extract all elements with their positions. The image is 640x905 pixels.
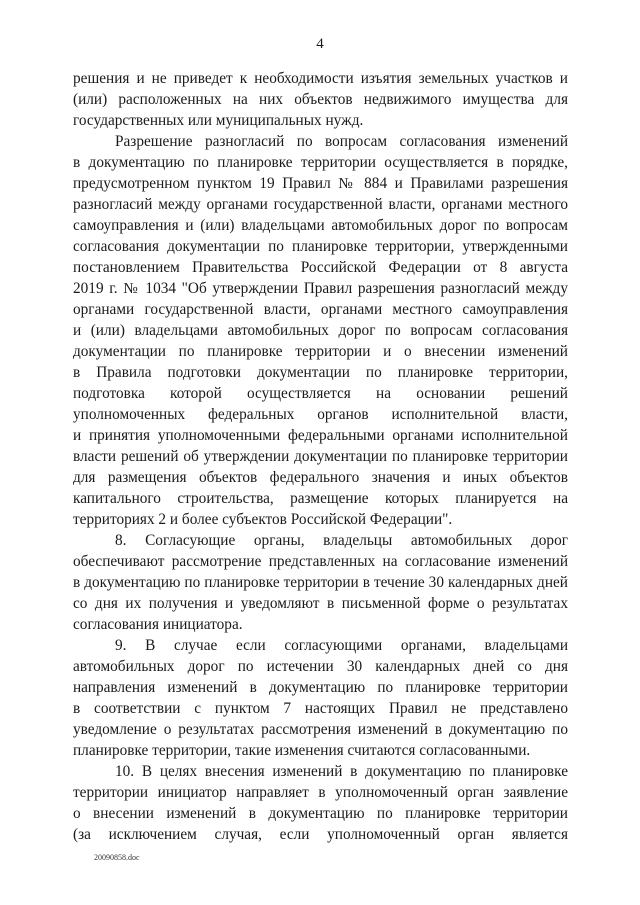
text-line: обеспечивают рассмотрение представленных на согласование изменений: [73, 553, 568, 570]
text-line: уполномоченных федеральных органов исполнительной власти,: [73, 406, 568, 423]
text-line: предусмотренном пунктом 19 Правил № 884 и Правилами разрешения: [73, 175, 568, 192]
text-line: государственных или муниципальных нужд.: [73, 112, 364, 129]
text-line: 9. В случае если согласующими органами, владельцами: [115, 637, 568, 654]
text-line: для размещения объектов федерального значения и иных объектов: [73, 469, 568, 486]
text-line: направления изменений в документацию по планировке территории: [73, 679, 568, 696]
text-line: в документацию по планировке территории в течение 30 календарных дней: [73, 574, 568, 591]
text-line: и (или) владельцами автомобильных дорог по вопросам согласования: [73, 322, 568, 339]
text-line: власти решений об утверждении документации по планировке территории: [73, 448, 568, 465]
text-line: в Правила подготовки документации по планировке территории,: [73, 364, 568, 381]
text-line: (за исключением случая, если уполномоченный орган является: [73, 826, 568, 843]
text-line: 8. Согласующие органы, владельцы автомобильных дорог: [115, 532, 568, 549]
text-line: планировке территории, такие изменения считаются согласованными.: [73, 742, 531, 759]
text-line: органами государственной власти, органами местного самоуправления: [73, 301, 568, 318]
footer-filename: 20090858.doc: [94, 853, 140, 862]
text-line: согласования инициатора.: [73, 616, 243, 633]
text-line: и принятия уполномоченными федеральными органами исполнительной: [73, 427, 568, 444]
page-number: 4: [316, 36, 324, 52]
text-line: 2019 г. № 1034 "Об утверждении Правил разрешения разногласий между: [73, 280, 568, 297]
text-line: Разрешение разногласий по вопросам согласования изменений: [115, 133, 568, 150]
text-line: о внесении изменений в документацию по планировке территории: [73, 805, 568, 822]
text-line: капитального строительства, размещение которых планируется на: [73, 490, 568, 507]
text-line: документации по планировке территории и о внесении изменений: [73, 343, 568, 360]
text-line: 10. В целях внесения изменений в документацию по планировке: [115, 763, 568, 780]
text-line: со дня их получения и уведомляют в письменной форме о результатах: [73, 595, 568, 612]
text-line: в документацию по планировке территории осуществляется в порядке,: [73, 154, 568, 171]
text-line: в соответствии с пунктом 7 настоящих Правил не представлено: [73, 700, 568, 717]
text-line: автомобильных дорог по истечении 30 календарных дней со дня: [73, 658, 568, 675]
text-line: решения и не приведет к необходимости изъятия земельных участков и: [73, 70, 568, 87]
text-line: (или) расположенных на них объектов недвижимого имущества для: [73, 91, 568, 108]
text-line: территории инициатор направляет в уполномоченный орган заявление: [73, 784, 568, 801]
text-line: согласования документации по планировке территории, утвержденными: [73, 238, 568, 255]
body-text: [73, 68, 568, 845]
text-line: постановлением Правительства Российской Федерации от 8 августа: [73, 259, 568, 276]
text-line: подготовка которой осуществляется на основании решений: [73, 385, 568, 402]
text-line: самоуправления и (или) владельцами автомобильных дорог по вопросам: [73, 217, 568, 234]
text-line: разногласий между органами государственной власти, органами местного: [73, 196, 568, 213]
text-line: территориях 2 и более субъектов Российской Федерации".: [73, 511, 453, 528]
text-line: уведомление о результатах рассмотрения изменений в документацию по: [73, 721, 568, 738]
